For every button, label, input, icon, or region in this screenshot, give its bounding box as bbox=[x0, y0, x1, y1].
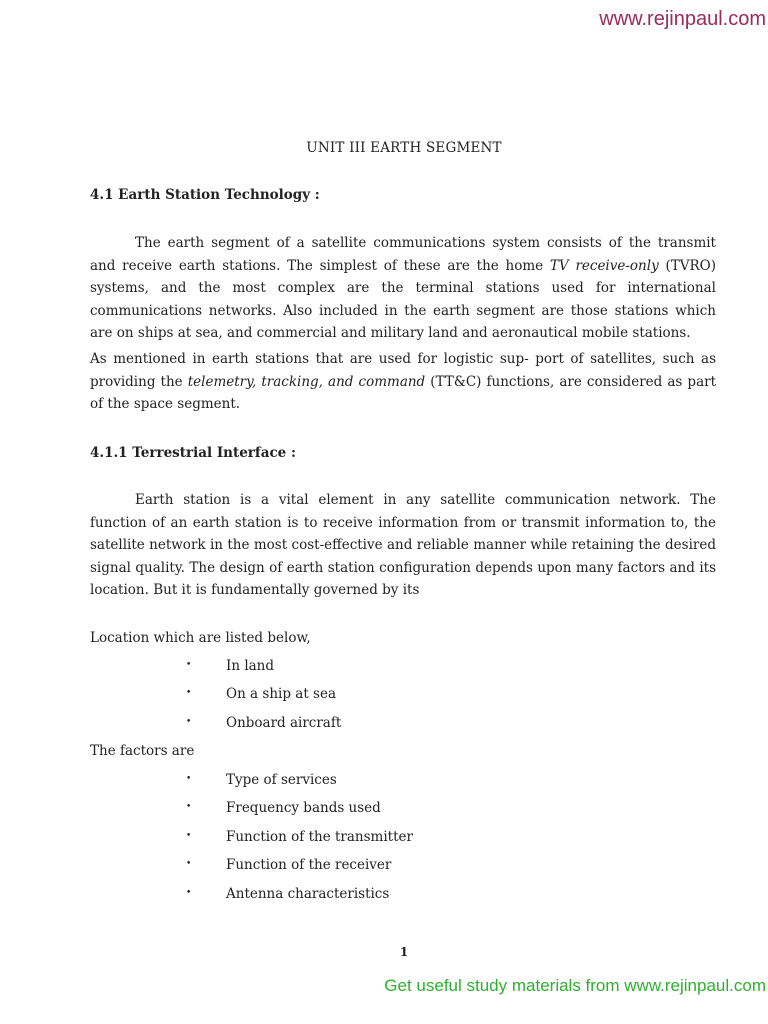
bullet-icon: • bbox=[186, 830, 192, 841]
list-item-text: In land bbox=[226, 658, 275, 674]
list-item-text: Function of the receiver bbox=[226, 857, 392, 874]
unit-title: UNIT III EARTH SEGMENT bbox=[306, 140, 502, 156]
list-item-text: Frequency bands used bbox=[226, 800, 381, 817]
list-item-text: Type of services bbox=[226, 772, 337, 788]
list-item-text: On a ship at sea bbox=[226, 686, 336, 703]
bullet-icon: • bbox=[186, 802, 192, 813]
italic-term: TV receive-only bbox=[549, 257, 659, 274]
list-item-text: Antenna characteristics bbox=[226, 885, 390, 902]
bullet-icon: • bbox=[186, 716, 192, 727]
list-item-text: Function of the transmitter bbox=[226, 828, 413, 845]
paragraph-ttc bbox=[90, 348, 716, 416]
paragraph-terrestrial-interface: Earth station is a vital element in any satellite communication network. The function of an earth station is to receive information from or transmit information to, the satellite network in the most cost-effective and reliable manner while retaining the desired signal quality. The design of earth station configuration depends upon many factors and its location. But it is fundamentally governed by its bbox=[90, 492, 716, 598]
bullet-icon: • bbox=[186, 774, 192, 784]
bullet-icon: • bbox=[186, 660, 192, 670]
paragraph-earth-segment bbox=[90, 232, 716, 345]
location-intro: Location which are listed below, bbox=[90, 630, 311, 646]
bullet-icon: • bbox=[186, 887, 192, 898]
paragraph-text: (TT&C) functions, are considered as part of the space segment. bbox=[90, 373, 716, 412]
paragraph-text: The earth segment of a satellite communications system consists of the transmit and receive earth stations. The simplest of these are the home bbox=[90, 235, 716, 274]
bullet-icon: • bbox=[186, 859, 192, 870]
list-item-text: Onboard aircraft bbox=[226, 714, 342, 731]
paragraph-text: As mentioned in earth stations that are used for logistic sup- port of satellites, such as providing the bbox=[90, 351, 716, 390]
section-heading-4-1-1: 4.1.1 Terrestrial Interface : bbox=[90, 445, 296, 461]
page-number: 1 bbox=[399, 945, 409, 959]
italic-term: telemetry, tracking, and command bbox=[187, 373, 426, 390]
site-header-link[interactable]: www.rejinpaul.com bbox=[599, 8, 766, 30]
factors-intro: The factors are bbox=[90, 743, 195, 759]
paragraph-text: (TVRO) systems, and the most complex are the terminal stations used for international communications networks. Also included in the earth segment are those stations which are on ships at sea, and commercial and military land and aeronautical mobile stations. bbox=[90, 257, 716, 341]
section-heading-4-1: 4.1 Earth Station Technology : bbox=[90, 187, 320, 203]
bullet-icon: • bbox=[186, 688, 192, 699]
footer-link[interactable]: Get useful study materials from www.rejinpaul.com bbox=[384, 976, 766, 995]
